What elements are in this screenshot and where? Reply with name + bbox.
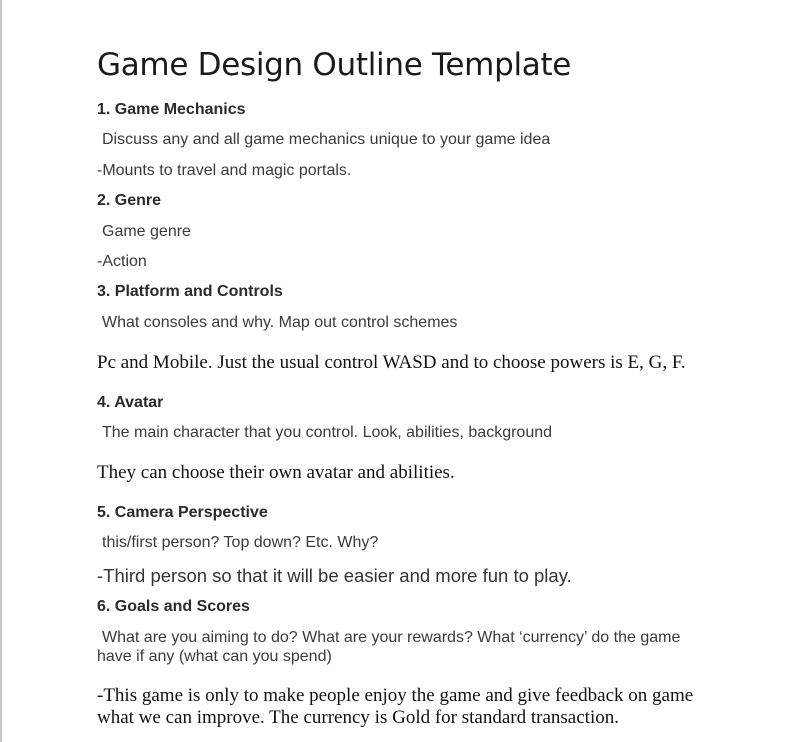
section-prompt-genre: Game genre — [102, 223, 191, 240]
section-prompt-goals-scores: What are you aiming to do? What are your rewards? What ‘currency’ do the game have if any (what can you spend) — [97, 629, 681, 665]
section-answer-goals-scores[interactable]: -This game is only to make people enjoy the game and give feedback on game what we can improve. The currency is Gold for standard transaction. — [97, 685, 694, 728]
section-heading-goals-scores: 6. Goals and Scores — [97, 598, 250, 615]
section-answer-platform-controls[interactable]: Pc and Mobile. Just the usual control WASD and to choose powers is E, G, F. — [97, 352, 686, 373]
section-heading-camera-perspective: 5. Camera Perspective — [97, 504, 268, 521]
section-answer-avatar[interactable]: They can choose their own avatar and abilities. — [97, 462, 455, 483]
section-heading-game-mechanics: 1. Game Mechanics — [97, 101, 246, 118]
section-prompt-camera-perspective: this/first person? Top down? Etc. Why? — [102, 534, 379, 551]
section-heading-avatar: 4. Avatar — [97, 394, 164, 411]
section-heading-genre: 2. Genre — [97, 192, 162, 209]
section-prompt-game-mechanics: Discuss any and all game mechanics unique to your game idea — [102, 131, 551, 148]
section-heading-platform-controls: 3. Platform and Controls — [97, 283, 283, 300]
section-answer-camera-perspective[interactable]: -Third person so that it will be easier and more fun to play. — [97, 565, 572, 586]
section-prompt-avatar: The main character that you control. Look, abilities, background — [102, 424, 553, 441]
page-left-edge — [0, 0, 2, 742]
document-title: Game Design Outline Template — [97, 47, 572, 83]
section-prompt-platform-controls: What consoles and why. Map out control schemes — [102, 314, 458, 331]
section-answer-genre[interactable]: -Action — [97, 253, 147, 270]
section-answer-game-mechanics[interactable]: -Mounts to travel and magic portals. — [97, 162, 352, 179]
